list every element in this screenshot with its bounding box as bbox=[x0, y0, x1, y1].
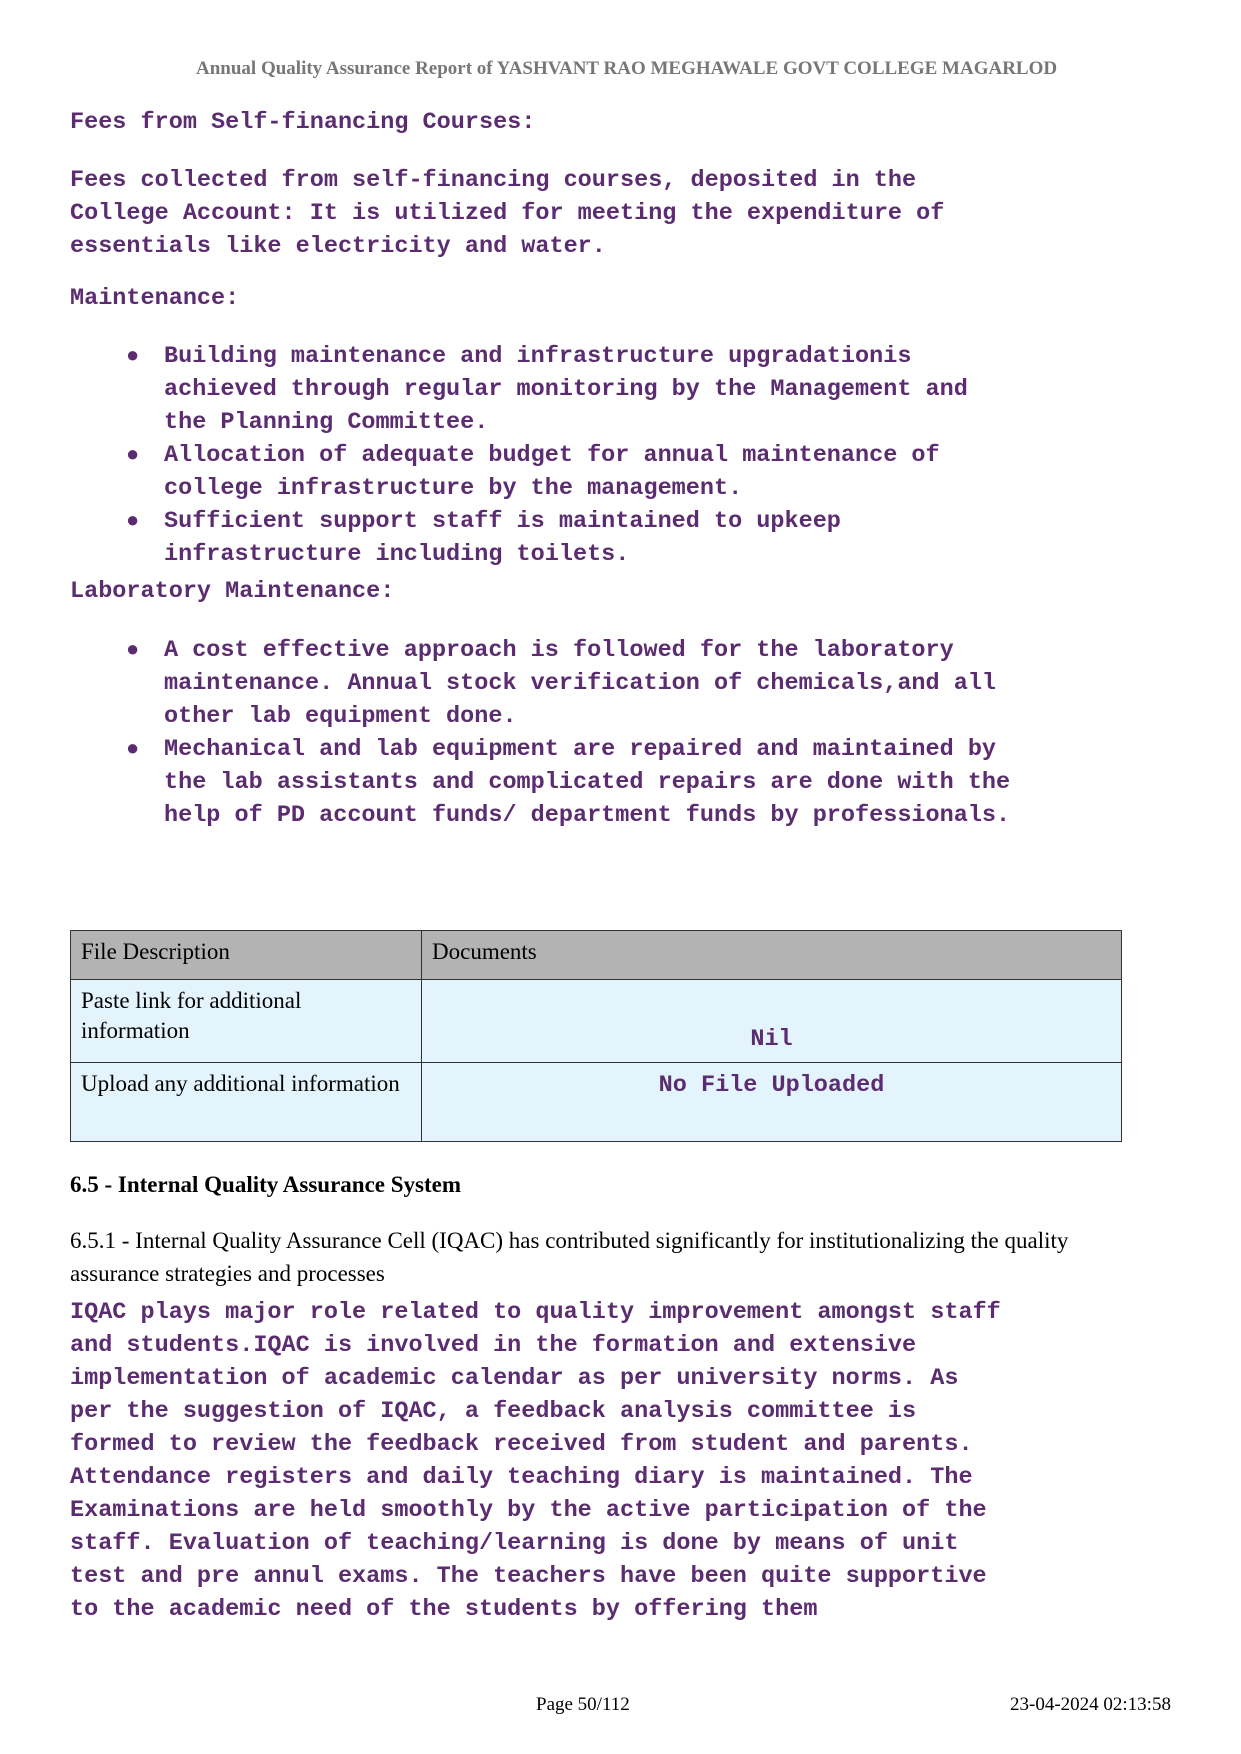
footer-timestamp: 23-04-2024 02:13:58 bbox=[1010, 1694, 1171, 1715]
list-item: ● Mechanical and lab equipment are repaired and maintained by the lab assistants and complicated repairs are done with the help of PD account funds/ department funds by professionals. bbox=[164, 733, 1224, 832]
maintenance-heading: Maintenance: bbox=[70, 285, 240, 312]
fees-heading: Fees from Self-financing Courses: bbox=[70, 109, 536, 136]
list-item: ● Allocation of adequate budget for annual maintenance of college infrastructure by the management. bbox=[164, 439, 1224, 505]
list-item: ● A cost effective approach is followed for the laboratory maintenance. Annual stock verification of chemicals,and all other lab equipment done. bbox=[164, 634, 1224, 733]
report-header-title: Annual Quality Assurance Report of YASHVANT RAO MEGHAWALE GOVT COLLEGE MAGARLOD bbox=[196, 58, 1058, 79]
document-upload-value: No File Uploaded bbox=[658, 1072, 885, 1099]
file-description-cell: Paste link for additional information bbox=[71, 980, 422, 1063]
table-row bbox=[71, 980, 1122, 1063]
maintenance-list bbox=[70, 340, 1224, 571]
document-link-value[interactable]: Nil bbox=[750, 1026, 793, 1053]
list-item: ● Sufficient support staff is maintained to upkeep infrastructure including toilets. bbox=[164, 505, 1224, 571]
table-row bbox=[71, 1063, 1122, 1142]
document-cell bbox=[422, 1063, 1122, 1142]
table-header-row bbox=[71, 931, 1122, 980]
fees-body: Fees collected from self-financing courses, deposited in the College Account: It is utilized for meeting the expenditure of essentials like electricity and water. bbox=[70, 167, 945, 260]
lab-maintenance-heading: Laboratory Maintenance: bbox=[70, 578, 395, 605]
file-description-cell: Upload any additional information bbox=[71, 1063, 422, 1142]
iqac-body: IQAC plays major role related to quality improvement amongst staff and students.IQAC is involved in the formation and extensive implementation of academic calendar as per university norms. As per the suggestion of IQAC, a feedback analysis committee is formed to review the feedback received from student and parents. Attendance registers and daily teaching diary is maintained. The Examinations are held smoothly by the active participation of the staff. Evaluation of teaching/learning is done by means of unit test and pre annul exams. The teachers have been quite supportive to the academic need of the students by offering them bbox=[70, 1299, 1001, 1623]
file-description-table bbox=[70, 930, 1122, 1142]
lab-maintenance-list bbox=[70, 634, 1224, 832]
bullet-icon: ● bbox=[126, 443, 140, 468]
page-number: Page 50/112 bbox=[536, 1694, 630, 1715]
section-title: 6.5 - Internal Quality Assurance System bbox=[70, 1172, 461, 1197]
bullet-icon: ● bbox=[126, 509, 140, 534]
document-cell bbox=[422, 980, 1122, 1063]
column-header-file-description: File Description bbox=[71, 931, 422, 980]
bullet-icon: ● bbox=[126, 344, 140, 369]
bullet-icon: ● bbox=[126, 737, 140, 762]
section-subtitle: 6.5.1 - Internal Quality Assurance Cell (IQAC) has contributed significantly for institutionalizing the quality assurance strategies and processes bbox=[70, 1228, 1069, 1286]
list-item: ● Building maintenance and infrastructure upgradationis achieved through regular monitoring by the Management and the Planning Committee. bbox=[164, 340, 1224, 439]
column-header-documents: Documents bbox=[422, 931, 1122, 980]
bullet-icon: ● bbox=[126, 638, 140, 663]
